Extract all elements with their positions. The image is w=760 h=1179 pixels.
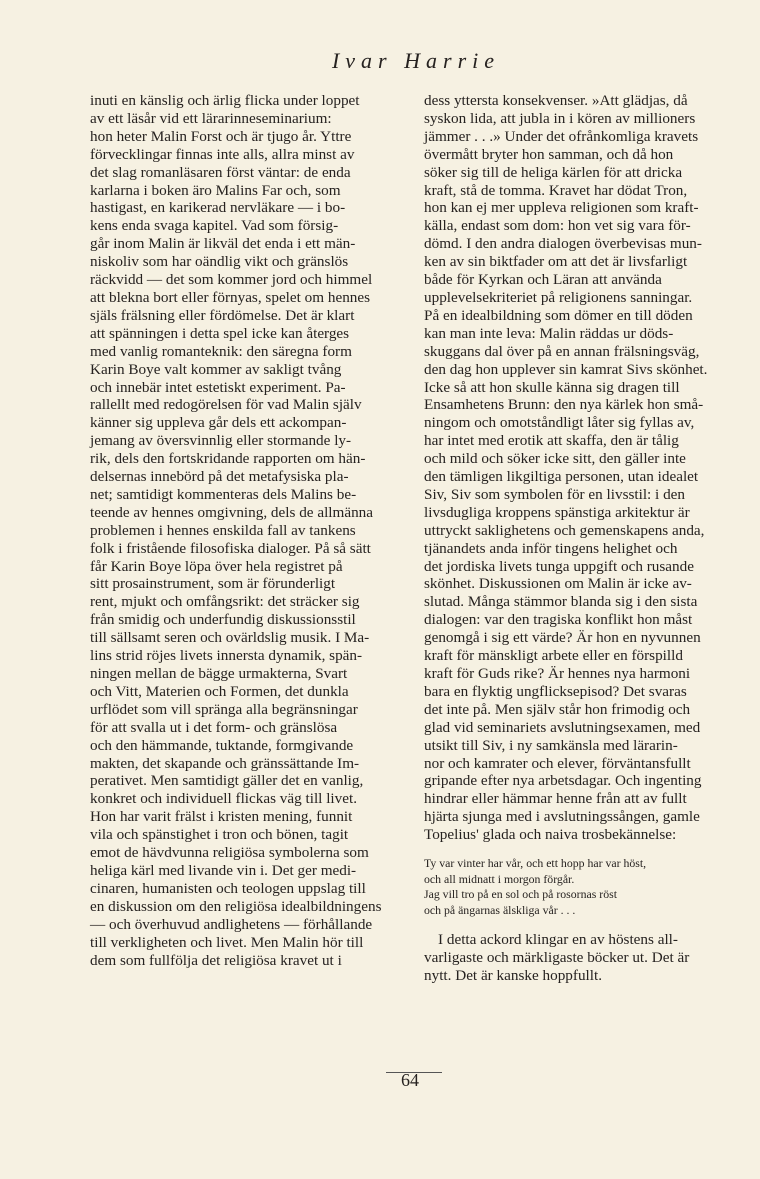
- text-line: dömd. I den andra dialogen överbevisas mun-: [424, 235, 702, 253]
- text-line: och på ängarnas älskliga vår . . .: [424, 903, 576, 918]
- text-line: urflödet som vill spränga alla begränsningar: [90, 700, 358, 718]
- text-line: Topelius' glada och naiva trosbekännelse:: [424, 826, 677, 844]
- text-line: syskon lida, att jubla in i kören av millioners: [424, 109, 696, 127]
- text-line: dess yttersta konsekvenser. »Att glädjas, då: [424, 92, 688, 109]
- text-line: får Karin Boye löpa över hela registret på: [90, 557, 343, 575]
- text-line: glad vid seminariets avslutningsexamen, med: [424, 718, 701, 736]
- text-line: till sällsamt seren och ovärldslig musik. I Ma-: [90, 629, 370, 647]
- text-line: att blekna bort eller förnyas, spelet om hennes: [90, 288, 371, 306]
- text-line: Jag vill tro på en sol och på rosornas röst: [424, 887, 617, 902]
- text-line: ningom och omotståndligt låter sig fyllas av,: [424, 414, 695, 432]
- text-line: sitt prosainstrument, som är förunderligt: [90, 575, 336, 593]
- text-line: det inte på. Men själv står hon frimodig och: [424, 700, 691, 718]
- text-line: — och överhuvud andlighetens — förhållande: [90, 915, 373, 933]
- text-line: känner sig uppleva går dels ett ackompan-: [90, 414, 347, 432]
- text-line: heliga kärl med livande vin i. Det ger medi-: [90, 861, 357, 879]
- text-line: till verkligheten och livet. Men Malin hör till: [90, 933, 364, 951]
- text-line: Hon har varit frälst i kristen mening, funnit: [90, 808, 353, 826]
- text-line: förvecklingar finnas inte alls, allra minst av: [90, 145, 355, 163]
- page-number: 64: [401, 1070, 419, 1090]
- text-line: med vanlig romanteknik: den säregna form: [90, 342, 352, 360]
- text-line: går inom Malin är likväl det enda i ett män-: [90, 235, 356, 253]
- text-line: hjärta sjunga med i avslutningssången, gamle: [424, 808, 700, 826]
- closing-paragraph: [424, 931, 734, 985]
- text-line: räckvidd — det som kommer jord och himmel: [90, 271, 373, 289]
- text-line: kraft för Guds rike? Är hennes nya harmoni: [424, 665, 691, 682]
- text-line: jemang av översvinnlig eller stormande ly-: [90, 432, 352, 450]
- text-line: kens enda svaga kapitel. Vad som försig-: [90, 217, 339, 235]
- text-line: för att svalla ut i det form- och gränslösa: [90, 718, 338, 736]
- text-line: nor och kamrater och elever, förväntansfullt: [424, 754, 691, 772]
- text-line: cinaren, humanisten och teologen uppslag till: [90, 879, 366, 897]
- text-line: livsdugliga kroppens spänstiga arkitektur är: [424, 503, 690, 521]
- text-line: kan man inte leva: Malin räddas ur döds-: [424, 324, 674, 342]
- text-line: Karin Boye valt kommer av sakligt tvång: [90, 360, 342, 378]
- text-line: det jordiska livets tunga uppgift och rusande: [424, 557, 694, 575]
- text-line: gripande efter nya arbetsdagar. Och ingenting: [424, 772, 702, 790]
- text-line: att spänningen i detta spel icke kan återges: [90, 324, 350, 342]
- running-title: Ivar Harrie: [331, 48, 501, 73]
- text-line: genomgå i sig ett värde? Är hon en nyvunnen: [424, 629, 701, 647]
- text-line: och innebär intet estetiskt experiment. Pa-: [90, 378, 346, 396]
- text-line: den tämligen likgiltiga personen, utan idealet: [424, 468, 699, 486]
- text-line: den dag hon upplever sin kamrat Sivs skönhet.: [424, 360, 708, 378]
- text-line: inuti en känslig och ärlig flicka under loppet: [90, 92, 360, 109]
- text-line: skönhet. Diskussionen om Malin är icke av-: [424, 575, 692, 593]
- text-line: problemen i hennes enskilda fall av tankens: [90, 521, 356, 539]
- text-line: dialogen: var den tragiska konflikt hon måst: [424, 611, 693, 629]
- text-line: emot de hävdvunna religiösa symbolerna som: [90, 844, 369, 862]
- text-line: konkret och individuell flickas väg till livet.: [90, 790, 357, 808]
- text-line: och Vitt, Materien och Formen, det dunkla: [90, 682, 349, 700]
- text-line: dem som fullfölja det religiösa kravet ut i: [90, 951, 342, 969]
- text-line: I detta ackord klingar en av höstens all-: [438, 930, 678, 948]
- text-line: net; samtidigt kommenteras dels Malins be-: [90, 485, 357, 503]
- text-line: kraft, stå de tomma. Kravet har dödat Tron,: [424, 181, 688, 199]
- text-line: av ett läsår vid ett lärarinneseminarium:: [90, 109, 332, 127]
- text-line: varligaste och märkligaste böcker ut. Det är: [424, 948, 690, 966]
- text-line: På en idealbildning som dömer en till döden: [424, 306, 693, 324]
- text-line: en diskussion om den religiösa idealbildningens: [90, 897, 382, 915]
- text-line: och all midnatt i morgon förgår.: [424, 871, 575, 886]
- text-line: upplevelsekriteriet på religionens sanningar.: [424, 288, 693, 306]
- text-line: utsikt till Siv, i ny samkänsla med lärarin-: [424, 736, 678, 754]
- text-line: ningen mellan de bägge urmakterna, Svart: [90, 665, 348, 682]
- text-line: rik, dels den fortskridande rapporten om hän-: [90, 450, 366, 468]
- text-line: perativet. Men samtidigt gäller det en vanlig,: [90, 772, 364, 790]
- left-column: [90, 92, 400, 969]
- text-line: folk i fristående filosofiska dialoger. På så sätt: [90, 539, 371, 557]
- text-line: hindrar eller hämmar henne från att av fullt: [424, 790, 687, 808]
- text-line: och mild och söker icke sitt, den gäller inte: [424, 450, 686, 468]
- text-line: teende av hennes omgivning, dels de allmänna: [90, 503, 373, 521]
- text-line: kraft för mänskligt arbete eller en förspilld: [424, 647, 683, 665]
- text-line: tjänandets anda inför tingens helighet och: [424, 539, 678, 557]
- text-line: vila och spänstighet i tron och bönen, tagit: [90, 826, 349, 844]
- text-line: både för Kyrkan och Läran att använda: [424, 271, 662, 289]
- poem-quote: [424, 856, 734, 919]
- text-line: nytt. Det är kanske hoppfullt.: [424, 966, 602, 984]
- text-line: hon heter Malin Forst och är tjugo år. Yttre: [90, 127, 352, 145]
- text-line: bara en flyktig ungflicksepisod? Det svaras: [424, 682, 687, 700]
- text-line: källa, endast som dom: hon vet sig vara för-: [424, 217, 691, 235]
- text-line: det slag romanläsaren först väntar: de enda: [90, 163, 351, 181]
- text-line: och den hämmande, tuktande, formgivande: [90, 736, 354, 754]
- text-line: från smidig och underfundig diskussionsstil: [90, 611, 356, 629]
- text-line: lins strid röjes livets innersta dynamik, spän-: [90, 647, 363, 665]
- text-line: Ty var vinter har vår, och ett hopp har var höst,: [424, 856, 647, 871]
- text-line: övermått bryter hon samman, och då hon: [424, 145, 674, 163]
- text-line: karlarna i boken äro Malins Far och, som: [90, 181, 341, 199]
- text-line: Ensamhetens Brunn: den nya kärlek hon små-: [424, 396, 704, 414]
- text-line: makten, det skapande och gränssättande Im-: [90, 754, 360, 772]
- text-line: själs frälsning eller fördömelse. Det är klart: [90, 306, 355, 324]
- text-line: uttryckt saklighetens och gemenskapens anda,: [424, 521, 705, 539]
- text-line: har intet med erotik att skaffa, den är tålig: [424, 432, 679, 450]
- text-line: ken av sin biktfader om att det är livsfarligt: [424, 253, 688, 271]
- text-line: rent, mjukt och omfångsrikt: det sträcker sig: [90, 593, 360, 611]
- text-line: hastigast, en karikerad nervläkare — i bo-: [90, 199, 346, 217]
- text-line: Siv, Siv som symbolen för en livsstil: i den: [424, 485, 686, 503]
- text-line: rallellt med redogörelsen för vad Malin själv: [90, 396, 362, 414]
- text-line: slutad. Många stämmor blanda sig i den sista: [424, 593, 698, 611]
- text-line: delsernas innebörd på det metafysiska pla-: [90, 468, 349, 486]
- right-column: [424, 92, 734, 985]
- text-line: niskoliv som har oändlig vikt och gränslös: [90, 253, 349, 271]
- text-line: söker sig till de heliga kärlen för att dricka: [424, 163, 683, 181]
- text-line: skuggans dal över på en annan frälsningsväg,: [424, 342, 700, 360]
- text-line: jämmer . . .» Under det ofrånkomliga kravets: [424, 127, 699, 145]
- text-line: Icke så att hon skulle känna sig dragen till: [424, 378, 680, 396]
- text-line: hon kan ej mer uppleva religionen som kraft-: [424, 199, 699, 217]
- right-column-text: [424, 92, 734, 844]
